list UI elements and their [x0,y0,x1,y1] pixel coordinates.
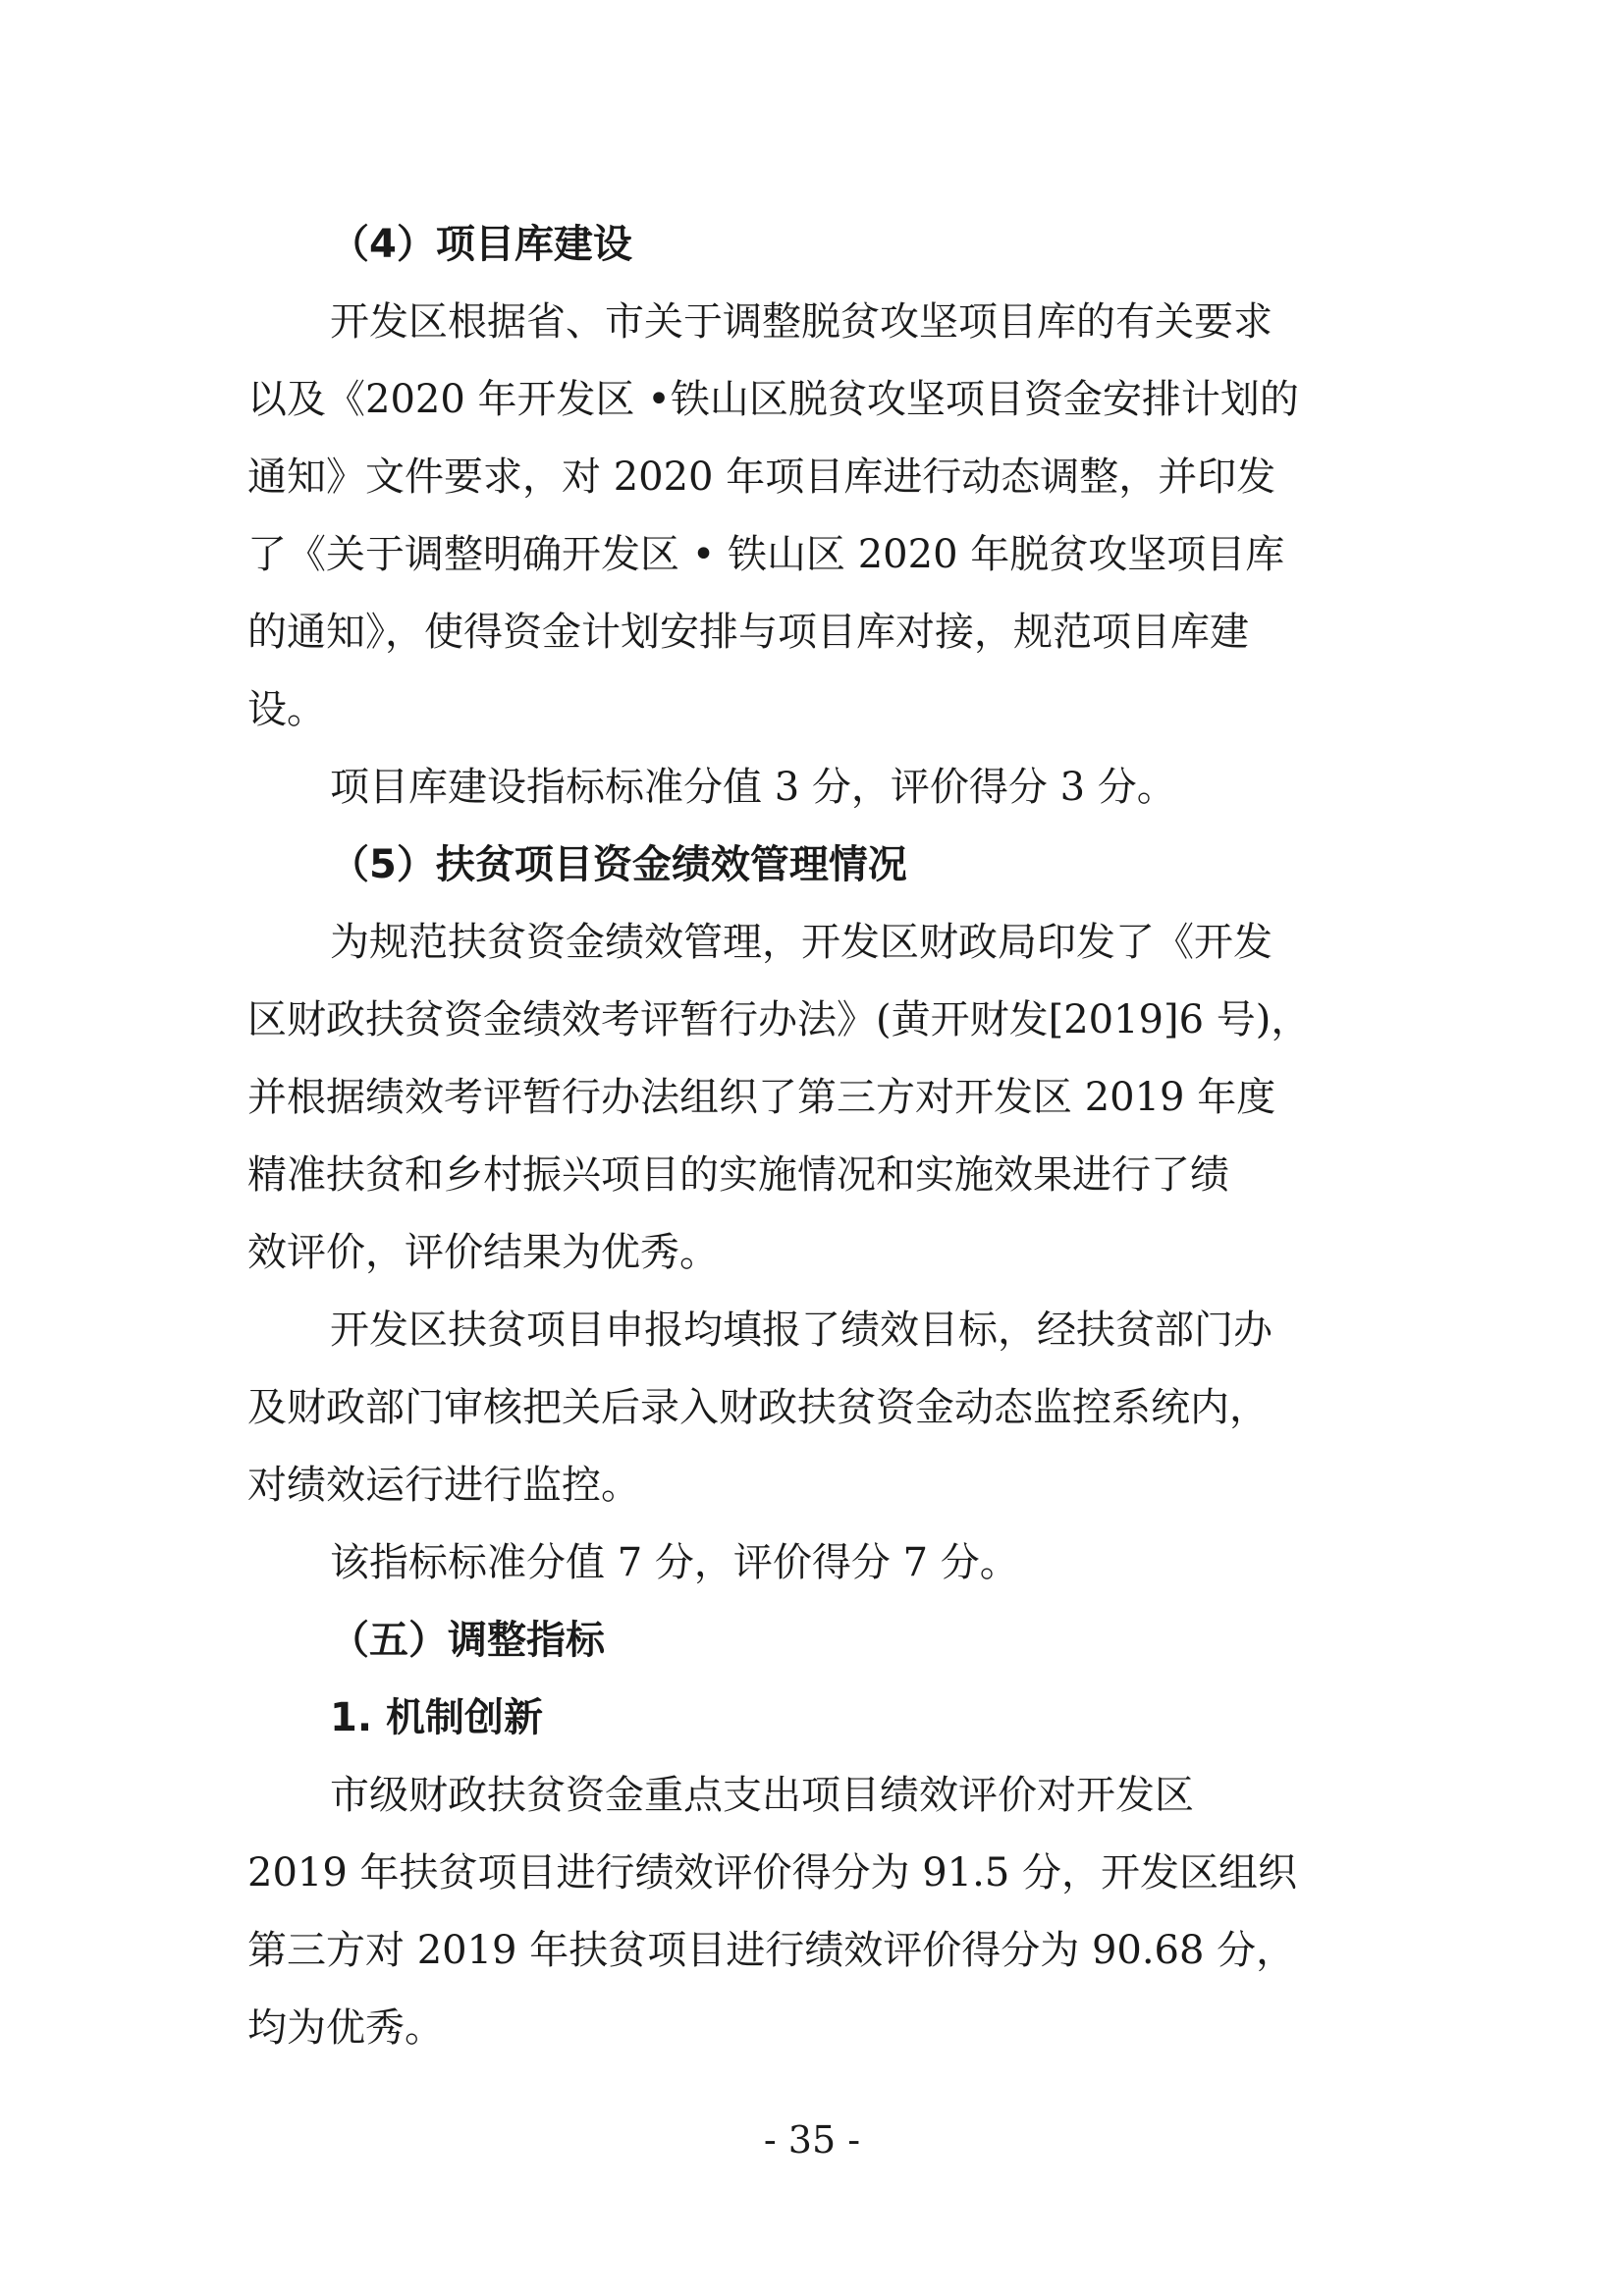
paragraph-mechanism-innovation [247,1757,1386,2067]
paragraph-line: 及财政部门审核把关后录入财政扶贫资金动态监控系统内， [247,1385,1269,1430]
paragraph-line: 设。 [247,687,326,732]
subsection-heading-mechanism-innovation: 1. 机制创新 [330,1695,543,1740]
paragraph-line: 区财政扶贫资金绩效考评暂行办法》(黄开财发[2019]6 号)， [247,997,1311,1042]
paragraph-line: 对绩效运行进行监控。 [247,1463,640,1508]
paragraph-line: 通知》文件要求，对 2020 年项目库进行动态调整，并印发 [247,454,1276,500]
section-heading-4: （4）项目库建设 [330,222,632,267]
paragraph-line: 效评价，评价结果为优秀。 [247,1230,719,1275]
score-statement-4: 项目库建设指标标准分值 3 分，评价得分 3 分。 [330,765,1176,810]
paragraph-line: 并根据绩效考评暂行办法组织了第三方对开发区 2019 年度 [247,1075,1276,1120]
paragraph-line: 了《关于调整明确开发区 • 铁山区 2020 年脱贫攻坚项目库 [247,532,1285,577]
paragraph-line: 开发区扶贫项目申报均填报了绩效目标，经扶贫部门办 [330,1308,1272,1353]
score-statement-5: 该指标标准分值 7 分，评价得分 7 分。 [330,1540,1019,1585]
document-body [247,206,1386,2067]
paragraph-performance-targets [247,1292,1386,1524]
paragraph-performance-management [247,904,1386,1292]
paragraph-line: 均为优秀。 [247,2005,444,2051]
paragraph-line: 开发区根据省、市关于调整脱贫攻坚项目库的有关要求 [330,299,1272,345]
paragraph-line: 2019 年扶贫项目进行绩效评价得分为 91.5 分，开发区组织 [247,1850,1298,1896]
paragraph-line: 第三方对 2019 年扶贫项目进行绩效评价得分为 90.68 分， [247,1928,1296,1973]
paragraph-project-library [247,284,1386,749]
paragraph-line: 以及《2020 年开发区 •铁山区脱贫攻坚项目资金安排计划的 [247,377,1299,422]
section-heading-5: （5）扶贫项目资金绩效管理情况 [330,842,907,887]
paragraph-line: 为规范扶贫资金绩效管理，开发区财政局印发了《开发 [330,920,1272,965]
page-number: - 35 - [763,2118,861,2162]
section-heading-adjustment-indicators: （五）调整指标 [330,1618,605,1663]
paragraph-line: 市级财政扶贫资金重点支出项目绩效评价对开发区 [330,1773,1194,1818]
paragraph-line: 的通知》，使得资金计划安排与项目库对接，规范项目库建 [247,610,1249,655]
paragraph-line: 精准扶贫和乡村振兴项目的实施情况和实施效果进行了绩 [247,1152,1229,1198]
